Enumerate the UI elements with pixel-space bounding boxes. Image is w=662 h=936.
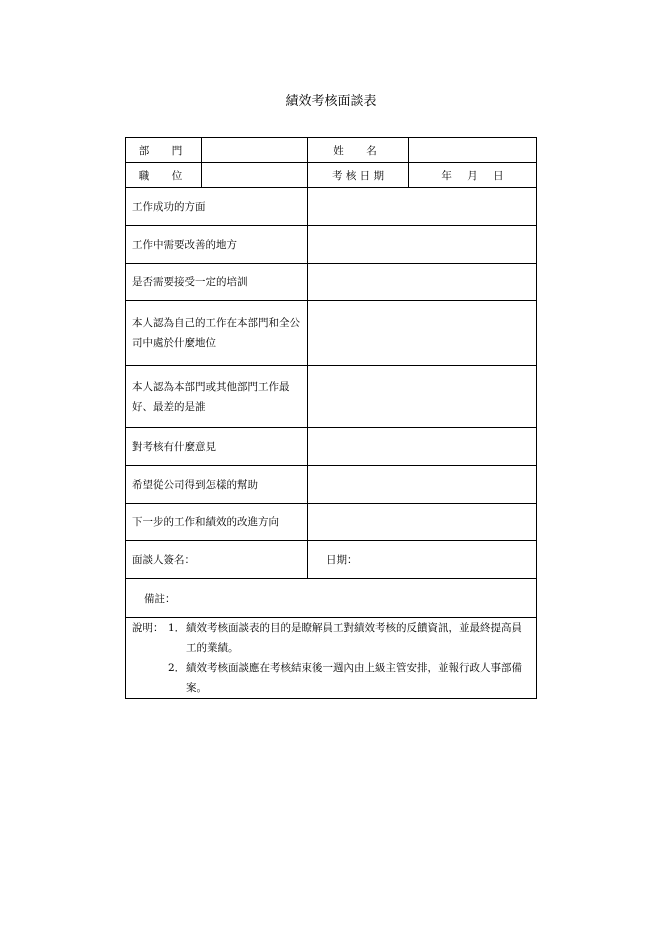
- review-date-label: 考 核 日 期: [308, 163, 409, 188]
- answer-field[interactable]: [308, 264, 537, 301]
- name-label: 姓 名: [308, 138, 409, 163]
- form-title: 績效考核面談表: [285, 94, 377, 109]
- question-label: 本人認為自己的工作在本部門和全公司中處於什麼地位: [126, 301, 308, 366]
- review-date-field[interactable]: [409, 163, 537, 188]
- date-day-label: 日: [493, 169, 504, 182]
- position-field[interactable]: [202, 163, 308, 188]
- note-number: 1．: [168, 622, 186, 634]
- note-item: [132, 618, 530, 658]
- question-row: [126, 466, 537, 504]
- dept-label: 部 門: [126, 138, 202, 163]
- note-text: 績效考核面談應在考核結束後一週內由上級主管安排，並報行政人事部備案。: [186, 662, 522, 694]
- question-label: 下一步的工作和績效的改進方向: [126, 504, 308, 541]
- question-label: 對考核有什麼意見: [126, 428, 308, 466]
- question-row: [126, 226, 537, 264]
- note-number: 2．: [168, 662, 186, 674]
- note-text: 績效考核面談表的目的是瞭解員工對績效考核的反饋資訊，並最終提高員工的業績。: [186, 622, 522, 654]
- name-field[interactable]: [409, 138, 537, 163]
- signature-row: [126, 541, 537, 579]
- date-year-label: 年: [441, 169, 452, 182]
- answer-field[interactable]: [308, 504, 537, 541]
- answer-field[interactable]: [308, 366, 537, 428]
- notes-prefix: 說明：: [132, 622, 164, 634]
- question-row: [126, 301, 537, 366]
- question-label: 工作中需要改善的地方: [126, 226, 308, 264]
- notes-cell: [126, 618, 537, 699]
- signature-date-label[interactable]: 日期：: [308, 541, 537, 579]
- header-row-1: [126, 138, 537, 163]
- header-row-2: [126, 163, 537, 188]
- question-row: [126, 428, 537, 466]
- answer-field[interactable]: [308, 428, 537, 466]
- question-label: 是否需要接受一定的培訓: [126, 264, 308, 301]
- appraisal-form-table: [125, 137, 537, 699]
- answer-field[interactable]: [308, 226, 537, 264]
- answer-field[interactable]: [308, 466, 537, 504]
- question-row: [126, 504, 537, 541]
- question-row: [126, 366, 537, 428]
- question-label: 希望從公司得到怎樣的幫助: [126, 466, 308, 504]
- notes-row: [126, 618, 537, 699]
- question-label: 工作成功的方面: [126, 188, 308, 226]
- question-row: [126, 264, 537, 301]
- signature-label[interactable]: 面談人簽名：: [126, 541, 308, 579]
- answer-field[interactable]: [308, 188, 537, 226]
- date-month-label: 月: [467, 169, 478, 182]
- question-label: 本人認為本部門或其他部門工作最好、最差的是誰: [126, 366, 308, 428]
- note-item: [132, 658, 530, 698]
- question-row: [126, 188, 537, 226]
- remarks-label[interactable]: 備註：: [126, 579, 537, 618]
- position-label: 職 位: [126, 163, 202, 188]
- dept-field[interactable]: [202, 138, 308, 163]
- remarks-row: [126, 579, 537, 618]
- answer-field[interactable]: [308, 301, 537, 366]
